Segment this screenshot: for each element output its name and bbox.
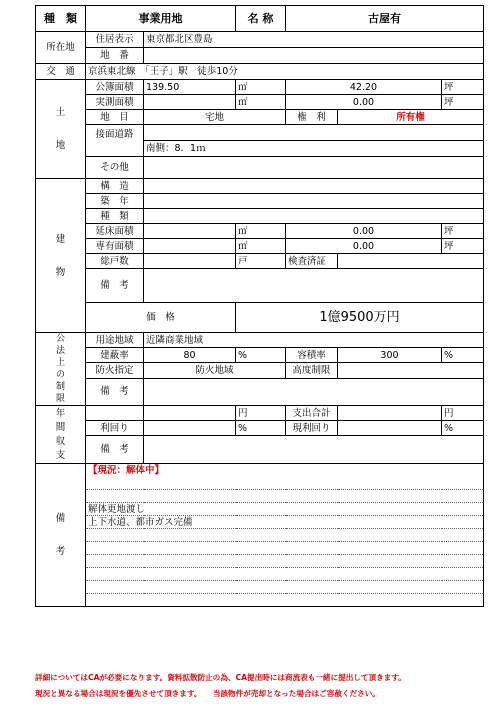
income-value [144,406,236,421]
remarks-line [86,490,484,503]
remarks-line [86,568,484,581]
other-value [144,157,484,179]
survey-area-unit: ㎡ [236,95,286,110]
building-notes-label: 備 考 [86,269,144,303]
private-tsubo-unit: 坪 [442,239,484,254]
survey-tsubo-unit: 坪 [442,95,484,110]
property-sheet [35,5,484,607]
category-value: 宅地 [144,110,286,125]
net-yield-label: 現利回り [286,421,338,436]
bcr-value: 80 [144,348,236,363]
remarks-line [86,542,484,555]
built-label: 築 年 [86,194,144,209]
registry-tsubo-value: 42.20 [286,80,442,95]
floor-area-value [144,224,236,239]
units-unit: 戸 [236,254,286,269]
regulation-notes-value [144,378,484,405]
far-unit: % [442,348,484,363]
transport-label: 交 通 [36,64,86,80]
height-label: 高度制限 [286,363,338,378]
annual-notes-value [144,436,484,464]
land-label: 土 地 [36,80,86,179]
road-value: 南側：8．1ｍ [144,141,484,157]
units-value [144,254,236,269]
lot-label: 地 番 [86,48,144,64]
remarks-line [86,555,484,568]
remarks-line [86,477,484,490]
floor-area-label: 延床面積 [86,224,144,239]
income-unit: 円 [236,406,286,421]
remarks-line [86,594,484,607]
kind-label: 種 類 [86,209,144,224]
far-label: 容積率 [286,348,338,363]
remarks-label: 備 考 [36,464,86,607]
inspection-label: 検査済証 [286,254,338,269]
registry-area-value: 139.50 [144,80,236,95]
name-value: 古屋有 [286,6,484,32]
expense-label: 支出合計 [286,406,338,421]
rights-label: 権 利 [286,110,338,125]
remarks-line: 解体更地渡し [86,503,484,516]
type-label: 種 類 [36,6,86,32]
fire-label: 防火指定 [86,363,144,378]
bcr-unit: % [236,348,286,363]
building-notes-value [144,269,484,303]
built-value [144,194,484,209]
name-label: 名 称 [236,6,286,32]
regulation-notes-label: 備 考 [86,378,144,405]
net-yield-unit: % [442,421,484,436]
private-area-label: 専有面積 [86,239,144,254]
remarks-line [86,581,484,594]
far-value: 300 [338,348,442,363]
floor-tsubo-unit: 坪 [442,224,484,239]
other-label: その他 [86,157,144,179]
price-value: 1億9500万円 [236,303,484,333]
location-label: 所在地 [36,32,86,64]
type-value: 事業用地 [86,6,236,32]
rights-value: 所有権 [338,110,484,125]
road-blank [144,125,484,141]
floor-area-unit: ㎡ [236,224,286,239]
footnote-ca: 詳細についてはCAが必要になります。資料拡散防止の為、CA提出時には商流表も一緒に提出して頂きます。 [35,673,406,682]
expense-value [338,406,442,421]
expense-unit: 円 [442,406,484,421]
remarks-line: 上下水道、都市ガス完備 [86,516,484,529]
registry-area-unit: ㎡ [236,80,286,95]
survey-area-value [144,95,236,110]
kind-value [144,209,484,224]
yield-unit: % [236,421,286,436]
address-value: 東京都北区豊島 [144,32,484,48]
zoning-label: 用途地域 [86,333,144,348]
structure-label: 構 造 [86,179,144,194]
building-label: 建 物 [36,179,86,333]
survey-tsubo-value: 0.00 [286,95,442,110]
address-label: 住居表示 [86,32,144,48]
private-area-value [144,239,236,254]
transport-value: 京浜東北線 「王子」駅 徒歩10分 [86,64,484,80]
road-label: 接面道路 [86,125,144,157]
category-label: 地 目 [86,110,144,125]
private-area-unit: ㎡ [236,239,286,254]
annual-label: 年 間 収 支 [36,406,86,464]
lot-value [144,48,484,64]
income-label [86,406,144,421]
annual-notes-label: 備 考 [86,436,144,464]
registry-tsubo-unit: 坪 [442,80,484,95]
registry-area-label: 公簿面積 [86,80,144,95]
remarks-line [86,529,484,542]
footnote-status: 現況と異なる場合は現況を優先させて頂きます。 当該物件が売却となった場合はご容赦ください。 [35,689,380,698]
structure-value [144,179,484,194]
remarks-line: 【現況：解体中】 [86,464,484,478]
zoning-value: 近隣商業地域 [144,333,484,348]
inspection-value [338,254,484,269]
survey-area-label: 実測面積 [86,95,144,110]
yield-label: 利回り [86,421,144,436]
floor-tsubo-value: 0.00 [286,224,442,239]
net-yield-value [338,421,442,436]
height-value [338,363,484,378]
private-tsubo-value: 0.00 [286,239,442,254]
regulation-label: 公 法 上 の 制 限 [36,333,86,406]
units-label: 総戸数 [86,254,144,269]
bcr-label: 建蔽率 [86,348,144,363]
price-label: 価 格 [86,303,236,333]
fire-value: 防火地域 [144,363,286,378]
yield-value [144,421,236,436]
